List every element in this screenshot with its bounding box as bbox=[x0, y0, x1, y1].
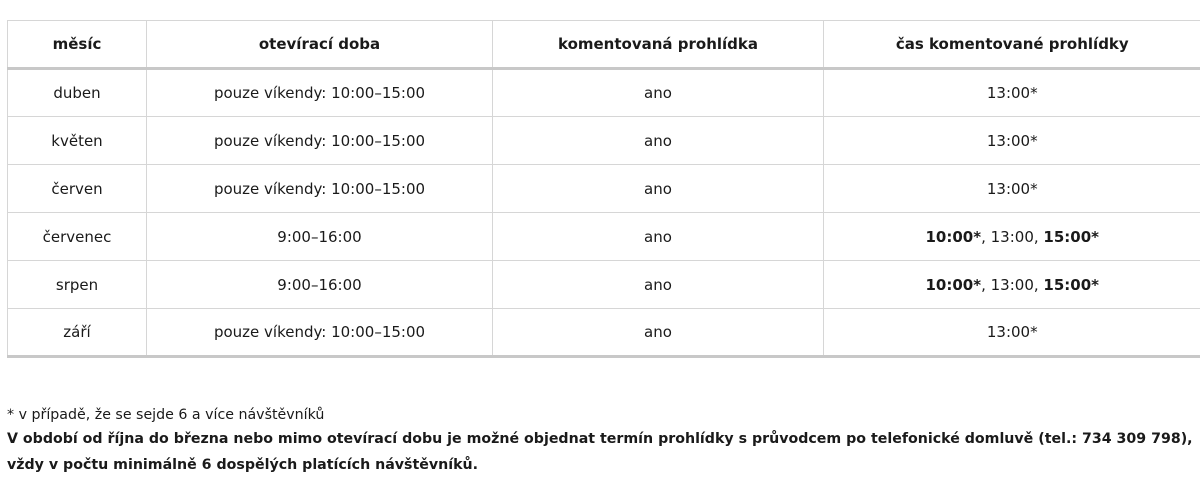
tour-time-segment: 15:00* bbox=[1043, 275, 1099, 294]
hours-cell: 9:00–16:00 bbox=[147, 213, 493, 261]
tour-time-segment: , 13:00, bbox=[981, 227, 1044, 246]
table-header-row bbox=[8, 21, 1200, 69]
header-month: měsíc bbox=[8, 21, 147, 69]
tour-time-segment: 13:00* bbox=[986, 179, 1038, 198]
tour-time-segment: 10:00* bbox=[925, 275, 982, 294]
tour-cell: ano bbox=[493, 213, 824, 261]
tour-times-cell bbox=[824, 165, 1200, 213]
footnote-text: * v případě, že se sejde 6 a více návštěvníků bbox=[7, 407, 325, 423]
hours-cell: pouze víkendy: 10:00–15:00 bbox=[147, 69, 493, 117]
header-guided-tour: komentovaná prohlídka bbox=[493, 21, 824, 69]
table-body bbox=[8, 69, 1200, 357]
table-row bbox=[8, 117, 1200, 165]
tour-cell: ano bbox=[493, 309, 824, 357]
opening-hours-table-wrapper bbox=[7, 20, 1200, 358]
notes-section bbox=[7, 402, 1197, 478]
month-cell: červen bbox=[8, 165, 147, 213]
tour-time-segment: 13:00* bbox=[986, 84, 1038, 102]
tour-time-segment: 13:00* bbox=[986, 323, 1038, 341]
tour-cell: ano bbox=[493, 165, 824, 213]
month-cell: srpen bbox=[8, 261, 147, 309]
hours-cell: pouze víkendy: 10:00–15:00 bbox=[147, 165, 493, 213]
tour-times-cell bbox=[824, 117, 1200, 165]
tour-cell: ano bbox=[493, 117, 824, 165]
tour-times-cell bbox=[824, 309, 1200, 357]
month-cell: květen bbox=[8, 117, 147, 165]
hours-cell: pouze víkendy: 10:00–15:00 bbox=[147, 309, 493, 357]
tour-time-segment: 15:00* bbox=[1043, 227, 1099, 246]
hours-cell: pouze víkendy: 10:00–15:00 bbox=[147, 117, 493, 165]
header-tour-times: čas komentované prohlídky bbox=[824, 21, 1200, 69]
table-row bbox=[8, 309, 1200, 357]
table-row bbox=[8, 213, 1200, 261]
info-text: V období od října do března nebo mimo otevírací dobu je možné objednat termín prohlídky s průvodcem po telefonické domluvě (tel.: 734 309 798), vždy v počtu minimálně 6 dospělých platících návštěvníků. bbox=[7, 431, 1193, 473]
hours-cell: 9:00–16:00 bbox=[147, 261, 493, 309]
tour-cell: ano bbox=[493, 69, 824, 117]
tour-times-cell bbox=[824, 69, 1200, 117]
header-opening-hours: otevírací doba bbox=[147, 21, 493, 69]
tour-time-segment: 13:00* bbox=[986, 131, 1038, 150]
tour-time-segment: 10:00* bbox=[925, 227, 982, 246]
opening-hours-table bbox=[7, 20, 1200, 358]
table-row bbox=[8, 165, 1200, 213]
month-cell: duben bbox=[8, 69, 147, 117]
tour-times-cell bbox=[824, 261, 1200, 309]
month-cell: červenec bbox=[8, 213, 147, 261]
tour-time-segment: , 13:00, bbox=[981, 275, 1044, 294]
table-row bbox=[8, 69, 1200, 117]
tour-times-cell bbox=[824, 213, 1200, 261]
month-cell: září bbox=[8, 309, 147, 357]
tour-cell: ano bbox=[493, 261, 824, 309]
table-row bbox=[8, 261, 1200, 309]
